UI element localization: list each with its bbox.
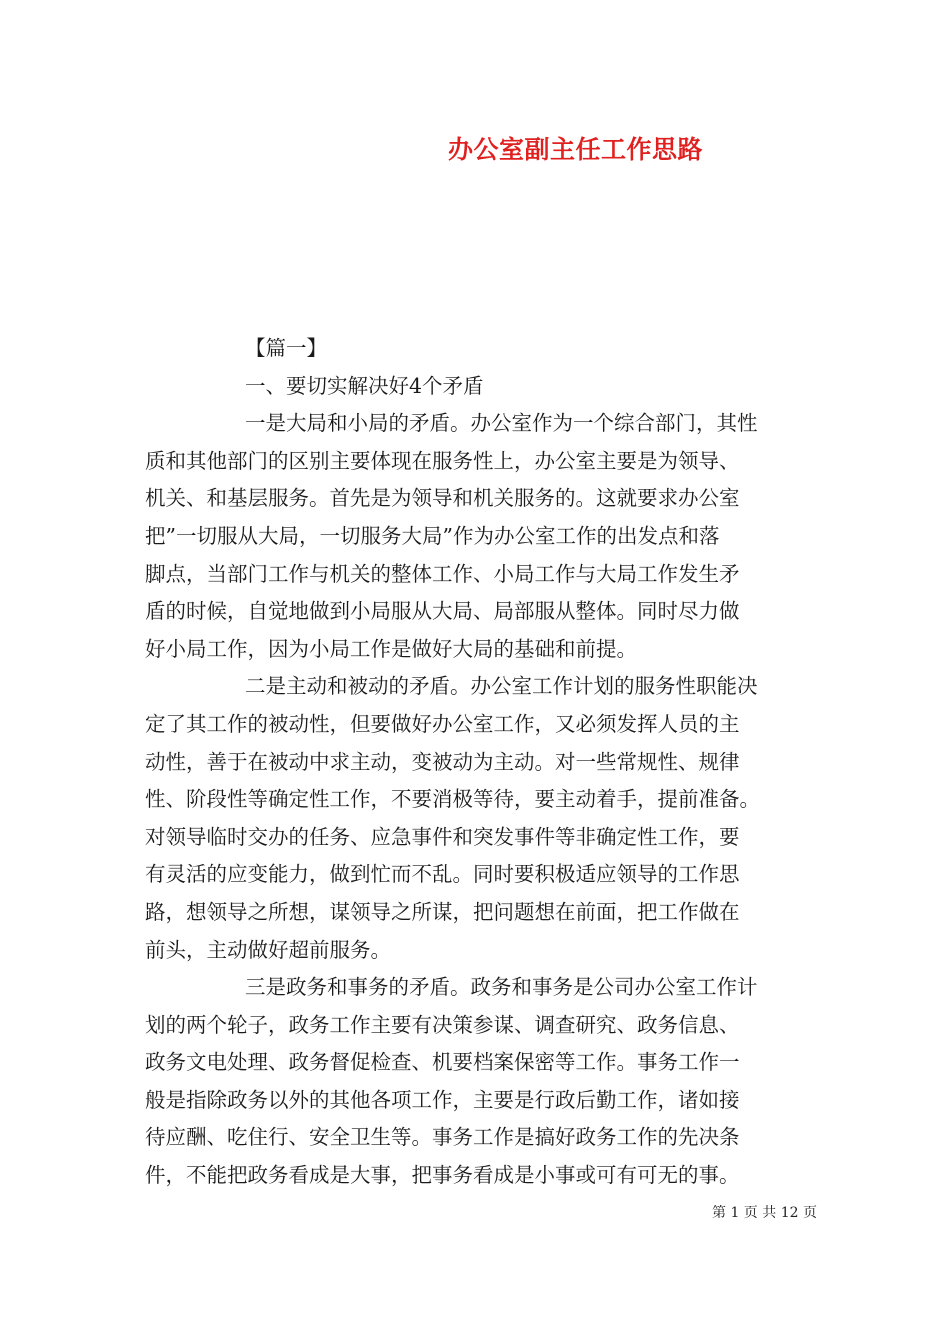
paragraph-line: 一是大局和小局的矛盾。办公室作为一个综合部门，其性 — [245, 411, 758, 436]
paragraph-line: 般是指除政务以外的其他各项工作，主要是行政后勤工作，诸如接 — [145, 1087, 740, 1112]
paragraph-line: 前头，主动做好超前服务。 — [145, 937, 391, 962]
paragraph-line: 三是政务和事务的矛盾。政务和事务是公司办公室工作计 — [245, 975, 758, 1000]
paragraph-line: 好小局工作，因为小局工作是做好大局的基础和前提。 — [145, 636, 637, 661]
paragraph-line: 质和其他部门的区别主要体现在服务性上，办公室主要是为领导、 — [145, 448, 740, 473]
document-body — [145, 330, 810, 1195]
paragraph-line: 有灵活的应变能力，做到忙而不乱。同时要积极适应领导的工作思 — [145, 862, 740, 887]
paragraph-line: 机关、和基层服务。首先是为领导和机关服务的。这就要求办公室 — [145, 486, 740, 511]
paragraph-line: 二是主动和被动的矛盾。办公室工作计划的服务性职能决 — [245, 674, 758, 699]
section-label: 【篇一】 — [245, 336, 327, 360]
paragraph-line: 脚点，当部门工作与机关的整体工作、小局工作与大局工作发生矛 — [145, 561, 740, 586]
paragraph-line: 把”一切服从大局，一切服务大局”作为办公室工作的出发点和落 — [145, 523, 720, 548]
paragraph-line: 件，不能把政务看成是大事，把事务看成是小事或可有可无的事。 — [145, 1163, 740, 1188]
heading-1: 一、要切实解决好4个矛盾 — [245, 373, 484, 398]
paragraph-line: 对领导临时交办的任务、应急事件和突发事件等非确定性工作，要 — [145, 824, 740, 849]
paragraph-line: 盾的时候，自觉地做到小局服从大局、局部服从整体。同时尽力做 — [145, 599, 740, 624]
paragraph-line: 划的两个轮子，政务工作主要有决策参谋、调查研究、政务信息、 — [145, 1012, 740, 1037]
paragraph-line: 定了其工作的被动性，但要做好办公室工作，又必须发挥人员的主 — [145, 711, 740, 736]
page-number-footer: 第 1 页 共 12 页 — [712, 1205, 817, 1221]
paragraph-line: 性、阶段性等确定性工作，不要消极等待，要主动着手，提前准备。 — [145, 787, 760, 812]
document-title: 办公室副主任工作思路 — [448, 135, 704, 164]
paragraph-line: 政务文电处理、政务督促检查、机要档案保密等工作。事务工作一 — [145, 1050, 740, 1075]
paragraph-line: 动性，善于在被动中求主动，变被动为主动。对一些常规性、规律 — [145, 749, 740, 774]
paragraph-line: 待应酬、吃住行、安全卫生等。事务工作是搞好政务工作的先决条 — [145, 1125, 740, 1150]
paragraph-line: 路，想领导之所想，谋领导之所谋，把问题想在前面，把工作做在 — [145, 899, 740, 924]
